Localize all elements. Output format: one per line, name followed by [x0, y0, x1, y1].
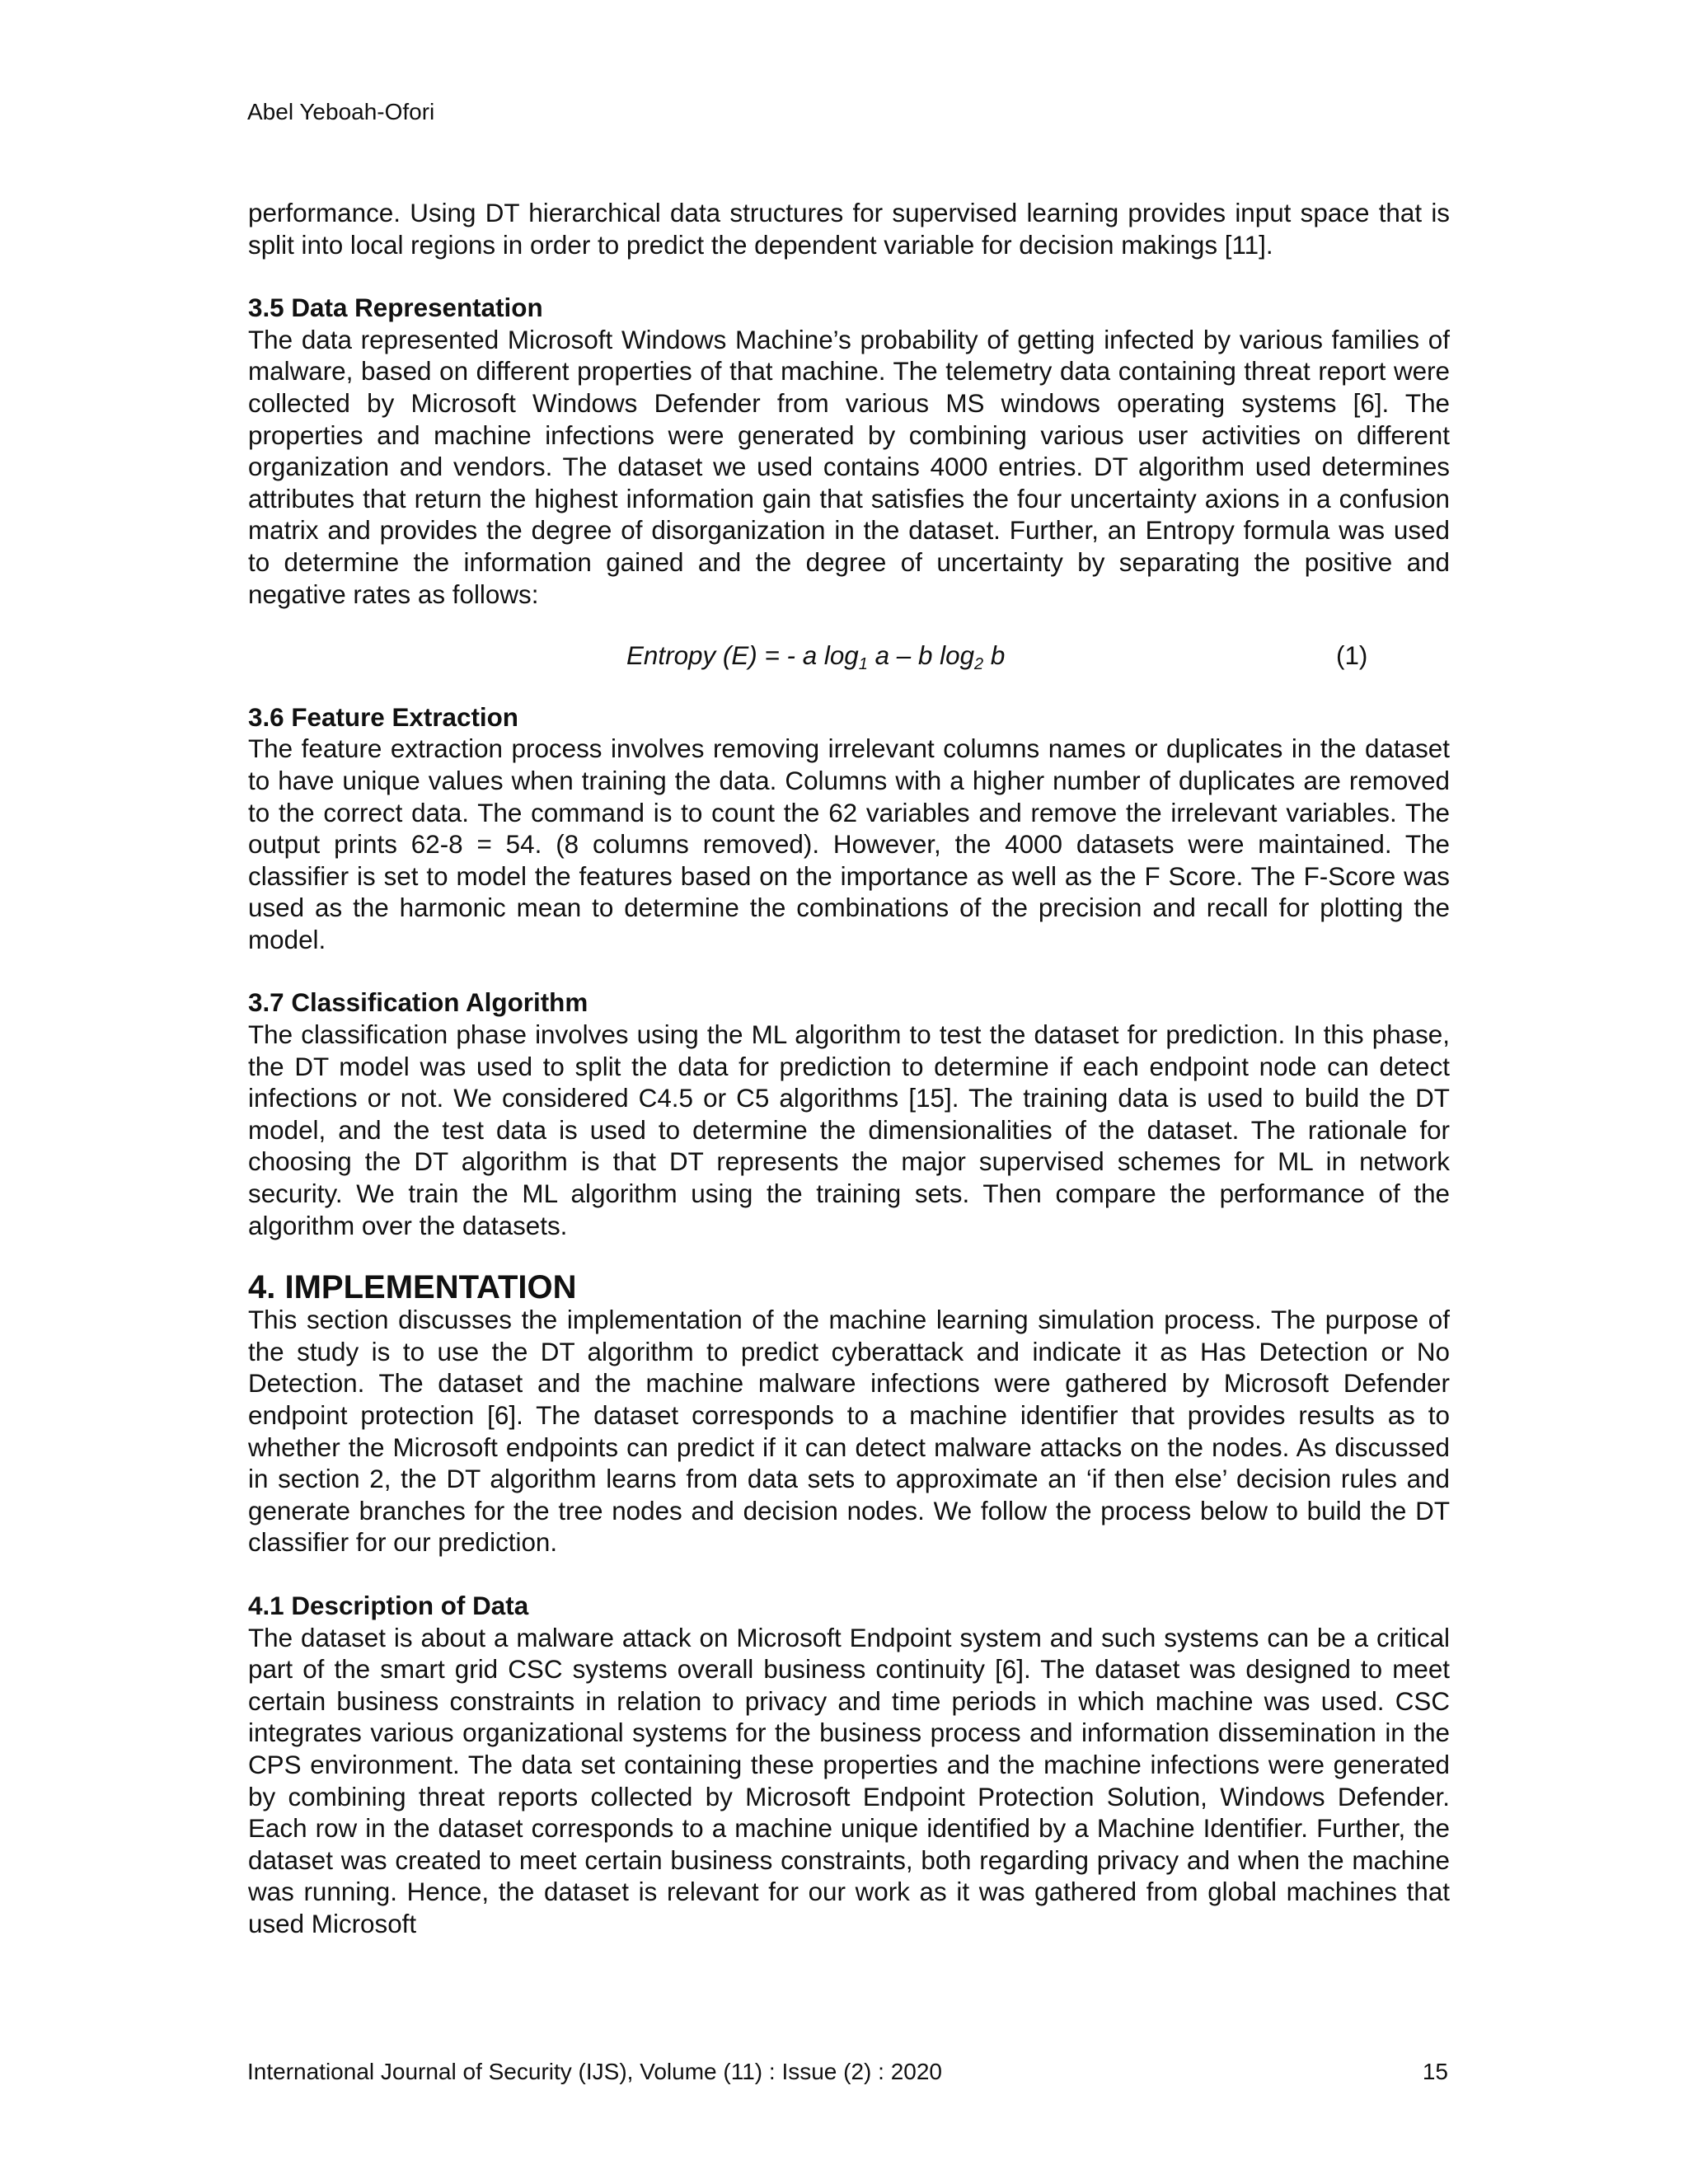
equation-number: (1): [1336, 641, 1368, 671]
equation-subscript: 1: [858, 655, 868, 674]
spacer: [248, 956, 1450, 987]
spacer: [248, 261, 1450, 293]
section-4-1-heading: 4.1 Description of Data: [248, 1591, 529, 1620]
spacer: [248, 611, 1450, 640]
intro-paragraph: performance. Using DT hierarchical data structures for supervised learning provides input space that is split into local regions in order to predict the dependent variable for decision makings [11].: [248, 199, 1450, 260]
entropy-equation: [248, 640, 1450, 673]
section-4-1-paragraph: The dataset is about a malware attack on Microsoft Endpoint system and such systems can be a critical part of the smart grid CSC systems overall business continuity [6]. The dataset was designed to meet certain business constraints in relation to privacy and time periods in which machine was used. CSC integrates various organizational systems for the business process and information dissemination in the CPS environment. The data set containing these properties and the machine infections were generated by combining threat reports collected by Microsoft Endpoint Protection Solution, Windows Defender. Each row in the dataset corresponds to a machine unique identified by a Machine Identifier. Further, the dataset was created to meet certain business constraints, both regarding privacy and when the machine was running. Hence, the dataset is relevant for our work as it was gathered from global machines that used Microsoft: [248, 1623, 1450, 1938]
section-4-heading: 4. IMPLEMENTATION: [248, 1269, 577, 1306]
page-footer: [247, 2057, 1448, 2087]
section-4-paragraph: This section discusses the implementation of the machine learning simulation process. The purpose of the study is to use the DT algorithm to predict cyberattack and indicate it as Has Detection or No Detection. The dataset and the machine malware infections were gathered by Microsoft Defender endpoint protection [6]. The dataset corresponds to a machine identifier that provides results as to whether the Microsoft endpoints can predict if it can detect malware attacks on the nodes. As discussed in section 2, the DT algorithm learns from data sets to approximate an ‘if then else’ decision rules and generate branches for the tree nodes and decision nodes. We follow the process below to build the DT classifier for our prediction.: [248, 1305, 1450, 1558]
page-number: 15: [1422, 2059, 1448, 2084]
section-3-6-paragraph: The feature extraction process involves removing irrelevant columns names or duplicates in the dataset to have unique values when training the data. Columns with a higher number of duplicates are removed to the correct data. The command is to count the 62 variables and remove the irrelevant variables. The output prints 62-8 = 54. (8 columns removed). However, the 4000 datasets were maintained. The classifier is set to model the features based on the importance as well as the F Score. The F-Score was used as the harmonic mean to determine the combinations of the precision and recall for plotting the model.: [248, 734, 1450, 954]
equation-part: a – b log: [867, 641, 975, 671]
section-3-5-paragraph: The data represented Microsoft Windows Machine’s probability of getting infected by various families of malware, based on different properties of that machine. The telemetry data containing threat report were collected by Microsoft Windows Defender from various MS windows operating systems [6]. The properties and machine infections were generated by combining various user activities on different organization and vendors. The dataset we used contains 4000 entries. DT algorithm used determines attributes that return the highest information gain that satisfies the four uncertainty axions in a confusion matrix and provides the degree of disorganization in the dataset. Further, an Entropy formula was used to determine the information gained and the degree of uncertainty by separating the positive and negative rates as follows:: [248, 325, 1450, 609]
section-3-7-paragraph: The classification phase involves using the ML algorithm to test the dataset for prediction. In this phase, the DT model was used to split the data for prediction to determine if each endpoint node can detect infections or not. We considered C4.5 or C5 algorithms [15]. The training data is used to build the DT model, and the test data is used to determine the dimensionalities of the dataset. The rationale for choosing the DT algorithm is that DT represents the major supervised schemes for ML in network security. We train the ML algorithm using the training sets. Then compare the performance of the algorithm over the datasets.: [248, 1020, 1450, 1240]
journal-citation: International Journal of Security (IJS), Volume (11) : Issue (2) : 2020: [247, 2059, 942, 2084]
spacer: [248, 1559, 1450, 1591]
section-3-6-heading: 3.6 Feature Extraction: [248, 702, 518, 732]
section-3-7-heading: 3.7 Classification Algorithm: [248, 988, 588, 1018]
equation-part: Entropy (E) = - a log: [626, 641, 859, 671]
body-text: [248, 198, 1450, 1941]
running-head: Abel Yeboah-Ofori: [247, 99, 435, 124]
equation-part: b: [983, 641, 1006, 671]
spacer: [248, 673, 1450, 702]
section-3-5-heading: 3.5 Data Representation: [248, 293, 543, 323]
equation-subscript: 2: [974, 655, 984, 674]
equation-expression: [626, 640, 1005, 673]
